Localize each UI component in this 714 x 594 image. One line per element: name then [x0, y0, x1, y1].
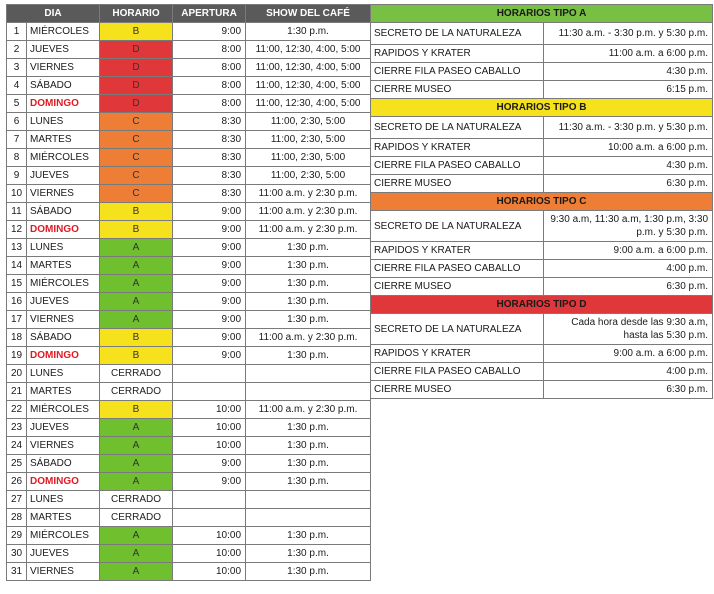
day-name: VIERNES — [27, 437, 100, 455]
type-detail-row — [371, 117, 713, 139]
horario-badge: B — [100, 401, 173, 419]
show-del-cafe-times — [246, 365, 371, 383]
header-show-del-cafe: SHOW DEL CAFÉ — [246, 5, 371, 23]
day-number: 11 — [7, 203, 27, 221]
type-detail-row — [371, 45, 713, 63]
calendar-row — [7, 77, 371, 95]
attraction-label: SECRETO DE LA NATURALEZA — [371, 314, 544, 345]
day-name: VIERNES — [27, 185, 100, 203]
attraction-label: SECRETO DE LA NATURALEZA — [371, 211, 544, 242]
calendar-row — [7, 203, 371, 221]
show-del-cafe-times: 11:00 a.m. y 2:30 p.m. — [246, 401, 371, 419]
apertura-time — [173, 365, 246, 383]
horarios-tipo-b-title: HORARIOS TIPO B — [371, 99, 713, 117]
attraction-time: 11:30 a.m. - 3:30 p.m. y 5:30 p.m. — [544, 117, 713, 139]
attraction-time: 11:00 a.m. a 6:00 p.m. — [544, 45, 713, 63]
horario-badge: CERRADO — [100, 491, 173, 509]
attraction-time: 11:30 a.m. - 3:30 p.m. y 5:30 p.m. — [544, 23, 713, 45]
apertura-time: 9:00 — [173, 221, 246, 239]
attraction-label: SECRETO DE LA NATURALEZA — [371, 117, 544, 139]
day-name: VIERNES — [27, 59, 100, 77]
attraction-label: RAPIDOS Y KRATER — [371, 45, 544, 63]
day-number: 2 — [7, 41, 27, 59]
calendar-row — [7, 185, 371, 203]
calendar-row — [7, 131, 371, 149]
horario-badge: C — [100, 113, 173, 131]
day-name: JUEVES — [27, 545, 100, 563]
apertura-time: 9:00 — [173, 257, 246, 275]
day-name: SÁBADO — [27, 77, 100, 95]
day-number: 19 — [7, 347, 27, 365]
horario-badge: D — [100, 41, 173, 59]
day-name: VIERNES — [27, 563, 100, 581]
day-number: 28 — [7, 509, 27, 527]
apertura-time: 10:00 — [173, 419, 246, 437]
horario-badge: D — [100, 95, 173, 113]
day-number: 4 — [7, 77, 27, 95]
show-del-cafe-times: 1:30 p.m. — [246, 311, 371, 329]
calendar-row — [7, 329, 371, 347]
show-del-cafe-times: 1:30 p.m. — [246, 545, 371, 563]
day-number: 16 — [7, 293, 27, 311]
horario-badge: D — [100, 77, 173, 95]
attraction-time: 9:00 a.m. a 6:00 p.m. — [544, 345, 713, 363]
day-number: 25 — [7, 455, 27, 473]
horario-badge: A — [100, 293, 173, 311]
horario-badge: A — [100, 455, 173, 473]
calendar-table — [6, 4, 371, 581]
calendar-row — [7, 239, 371, 257]
horario-badge: A — [100, 257, 173, 275]
calendar-row — [7, 473, 371, 491]
calendar-row — [7, 95, 371, 113]
calendar-row — [7, 437, 371, 455]
apertura-time: 9:00 — [173, 347, 246, 365]
show-del-cafe-times: 11:00, 2:30, 5:00 — [246, 149, 371, 167]
type-detail-row — [371, 345, 713, 363]
show-del-cafe-times: 1:30 p.m. — [246, 473, 371, 491]
show-del-cafe-times: 1:30 p.m. — [246, 275, 371, 293]
horario-badge: A — [100, 527, 173, 545]
attraction-label: SECRETO DE LA NATURALEZA — [371, 23, 544, 45]
type-detail-row — [371, 23, 713, 45]
day-name: JUEVES — [27, 419, 100, 437]
calendar-row — [7, 59, 371, 77]
attraction-label: CIERRE FILA PASEO CABALLO — [371, 260, 544, 278]
day-name: VIERNES — [27, 311, 100, 329]
day-name: MARTES — [27, 131, 100, 149]
horario-badge: B — [100, 329, 173, 347]
apertura-time: 8:30 — [173, 185, 246, 203]
attraction-time: 4:00 p.m. — [544, 260, 713, 278]
horario-badge: CERRADO — [100, 365, 173, 383]
day-name: DOMINGO — [27, 473, 100, 491]
calendar-row — [7, 527, 371, 545]
apertura-time: 9:00 — [173, 275, 246, 293]
day-name: LUNES — [27, 365, 100, 383]
day-name: JUEVES — [27, 167, 100, 185]
day-name: MIÉRCOLES — [27, 149, 100, 167]
apertura-time — [173, 509, 246, 527]
horario-badge: C — [100, 185, 173, 203]
attraction-label: CIERRE FILA PASEO CABALLO — [371, 63, 544, 81]
show-del-cafe-times: 1:30 p.m. — [246, 239, 371, 257]
apertura-time: 9:00 — [173, 23, 246, 41]
show-del-cafe-times: 1:30 p.m. — [246, 347, 371, 365]
show-del-cafe-times: 11:00, 12:30, 4:00, 5:00 — [246, 59, 371, 77]
apertura-time: 9:00 — [173, 455, 246, 473]
calendar-header-row — [7, 5, 371, 23]
calendar-row — [7, 41, 371, 59]
apertura-time: 10:00 — [173, 527, 246, 545]
apertura-time: 8:30 — [173, 131, 246, 149]
apertura-time: 8:00 — [173, 77, 246, 95]
horarios-tipos-body — [371, 5, 713, 399]
horario-badge: B — [100, 23, 173, 41]
day-name: MARTES — [27, 509, 100, 527]
attraction-time: 9:00 a.m. a 6:00 p.m. — [544, 242, 713, 260]
day-number: 12 — [7, 221, 27, 239]
attraction-time: 6:30 p.m. — [544, 381, 713, 399]
type-detail-row — [371, 81, 713, 99]
type-detail-row — [371, 314, 713, 345]
type-detail-row — [371, 278, 713, 296]
apertura-time: 9:00 — [173, 329, 246, 347]
attraction-time: 4:00 p.m. — [544, 363, 713, 381]
attraction-time: 9:30 a.m, 11:30 a.m, 1:30 p.m, 3:30 p.m. y 5:30 p.m. — [544, 211, 713, 242]
apertura-time: 9:00 — [173, 239, 246, 257]
day-number: 20 — [7, 365, 27, 383]
show-del-cafe-times: 1:30 p.m. — [246, 293, 371, 311]
calendar-row — [7, 491, 371, 509]
horario-badge: B — [100, 347, 173, 365]
apertura-time: 8:00 — [173, 95, 246, 113]
show-del-cafe-times: 11:00, 12:30, 4:00, 5:00 — [246, 77, 371, 95]
calendar-row — [7, 455, 371, 473]
day-number: 9 — [7, 167, 27, 185]
attraction-time: 10:00 a.m. a 6:00 p.m. — [544, 139, 713, 157]
day-name: MARTES — [27, 257, 100, 275]
calendar-row — [7, 365, 371, 383]
type-detail-row — [371, 211, 713, 242]
horario-badge: A — [100, 419, 173, 437]
day-number: 24 — [7, 437, 27, 455]
day-number: 10 — [7, 185, 27, 203]
attraction-label: CIERRE MUSEO — [371, 381, 544, 399]
type-detail-row — [371, 139, 713, 157]
horario-badge: C — [100, 167, 173, 185]
show-del-cafe-times — [246, 383, 371, 401]
day-name: JUEVES — [27, 293, 100, 311]
horario-badge: A — [100, 563, 173, 581]
apertura-time — [173, 491, 246, 509]
show-del-cafe-times: 1:30 p.m. — [246, 437, 371, 455]
apertura-time: 8:00 — [173, 41, 246, 59]
calendar-row — [7, 149, 371, 167]
day-name: MIÉRCOLES — [27, 527, 100, 545]
day-number: 3 — [7, 59, 27, 77]
horario-badge: A — [100, 311, 173, 329]
horarios-tipo-d-title: HORARIOS TIPO D — [371, 296, 713, 314]
show-del-cafe-times: 1:30 p.m. — [246, 23, 371, 41]
attraction-label: CIERRE MUSEO — [371, 175, 544, 193]
day-number: 18 — [7, 329, 27, 347]
attraction-label: CIERRE MUSEO — [371, 278, 544, 296]
horarios-tipo-c-title: HORARIOS TIPO C — [371, 193, 713, 211]
day-name: LUNES — [27, 491, 100, 509]
apertura-time: 9:00 — [173, 473, 246, 491]
day-name: LUNES — [27, 113, 100, 131]
show-del-cafe-times — [246, 491, 371, 509]
show-del-cafe-times: 11:00, 12:30, 4:00, 5:00 — [246, 95, 371, 113]
day-name: SÁBADO — [27, 455, 100, 473]
apertura-time: 8:30 — [173, 113, 246, 131]
day-number: 30 — [7, 545, 27, 563]
type-header-row — [371, 99, 713, 117]
calendar-row — [7, 221, 371, 239]
type-detail-row — [371, 260, 713, 278]
day-number: 13 — [7, 239, 27, 257]
header-horario: HORARIO — [100, 5, 173, 23]
calendar-row — [7, 419, 371, 437]
day-number: 15 — [7, 275, 27, 293]
attraction-label: RAPIDOS Y KRATER — [371, 345, 544, 363]
header-apertura: APERTURA — [173, 5, 246, 23]
attraction-label: RAPIDOS Y KRATER — [371, 242, 544, 260]
show-del-cafe-times: 11:00 a.m. y 2:30 p.m. — [246, 221, 371, 239]
horario-badge: A — [100, 545, 173, 563]
horario-badge: B — [100, 221, 173, 239]
horario-badge: C — [100, 131, 173, 149]
calendar-body — [7, 23, 371, 581]
horario-badge: A — [100, 275, 173, 293]
day-number: 7 — [7, 131, 27, 149]
show-del-cafe-times: 11:00, 2:30, 5:00 — [246, 131, 371, 149]
type-header-row — [371, 193, 713, 211]
calendar-row — [7, 293, 371, 311]
apertura-time: 9:00 — [173, 203, 246, 221]
apertura-time: 9:00 — [173, 311, 246, 329]
header-dia: DIA — [7, 5, 100, 23]
type-detail-row — [371, 242, 713, 260]
calendar-row — [7, 347, 371, 365]
type-detail-row — [371, 63, 713, 81]
show-del-cafe-times: 11:00, 2:30, 5:00 — [246, 167, 371, 185]
day-name: DOMINGO — [27, 347, 100, 365]
attraction-time: 6:15 p.m. — [544, 81, 713, 99]
day-number: 27 — [7, 491, 27, 509]
apertura-time: 8:30 — [173, 149, 246, 167]
apertura-time: 9:00 — [173, 293, 246, 311]
horario-badge: A — [100, 437, 173, 455]
type-header-row — [371, 296, 713, 314]
attraction-label: RAPIDOS Y KRATER — [371, 139, 544, 157]
show-del-cafe-times: 1:30 p.m. — [246, 257, 371, 275]
calendar-row — [7, 563, 371, 581]
attraction-label: CIERRE MUSEO — [371, 81, 544, 99]
day-name: MIÉRCOLES — [27, 275, 100, 293]
day-name: JUEVES — [27, 41, 100, 59]
day-number: 21 — [7, 383, 27, 401]
calendar-row — [7, 311, 371, 329]
attraction-time: Cada hora desde las 9:30 a.m, hasta las 5:30 p.m. — [544, 314, 713, 345]
attraction-time: 6:30 p.m. — [544, 278, 713, 296]
day-name: MIÉRCOLES — [27, 401, 100, 419]
day-number: 5 — [7, 95, 27, 113]
calendar-row — [7, 167, 371, 185]
horario-badge: C — [100, 149, 173, 167]
day-name: MIÉRCOLES — [27, 23, 100, 41]
horario-badge: A — [100, 239, 173, 257]
type-detail-row — [371, 381, 713, 399]
attraction-label: CIERRE FILA PASEO CABALLO — [371, 157, 544, 175]
day-name: DOMINGO — [27, 95, 100, 113]
show-del-cafe-times: 1:30 p.m. — [246, 419, 371, 437]
attraction-time: 4:30 p.m. — [544, 157, 713, 175]
show-del-cafe-times: 11:00, 12:30, 4:00, 5:00 — [246, 41, 371, 59]
show-del-cafe-times: 1:30 p.m. — [246, 455, 371, 473]
horario-badge: CERRADO — [100, 383, 173, 401]
show-del-cafe-times — [246, 509, 371, 527]
type-detail-row — [371, 175, 713, 193]
apertura-time — [173, 383, 246, 401]
day-number: 23 — [7, 419, 27, 437]
type-detail-row — [371, 363, 713, 381]
day-number: 6 — [7, 113, 27, 131]
day-name: DOMINGO — [27, 221, 100, 239]
calendar-row — [7, 275, 371, 293]
apertura-time: 10:00 — [173, 545, 246, 563]
calendar-row — [7, 545, 371, 563]
day-name: MARTES — [27, 383, 100, 401]
show-del-cafe-times: 11:00 a.m. y 2:30 p.m. — [246, 329, 371, 347]
day-number: 29 — [7, 527, 27, 545]
type-header-row — [371, 5, 713, 23]
horarios-tipo-a-title: HORARIOS TIPO A — [371, 5, 713, 23]
show-del-cafe-times: 11:00, 2:30, 5:00 — [246, 113, 371, 131]
apertura-time: 10:00 — [173, 401, 246, 419]
horarios-tipos-table — [370, 4, 713, 399]
horario-badge: CERRADO — [100, 509, 173, 527]
day-number: 17 — [7, 311, 27, 329]
horario-badge: A — [100, 473, 173, 491]
type-detail-row — [371, 157, 713, 175]
calendar-row — [7, 23, 371, 41]
day-number: 26 — [7, 473, 27, 491]
day-name: SÁBADO — [27, 329, 100, 347]
apertura-time: 8:00 — [173, 59, 246, 77]
day-number: 14 — [7, 257, 27, 275]
day-number: 22 — [7, 401, 27, 419]
calendar-row — [7, 509, 371, 527]
day-name: SÁBADO — [27, 203, 100, 221]
apertura-time: 10:00 — [173, 437, 246, 455]
day-name: LUNES — [27, 239, 100, 257]
attraction-time: 6:30 p.m. — [544, 175, 713, 193]
attraction-label: CIERRE FILA PASEO CABALLO — [371, 363, 544, 381]
apertura-time: 10:00 — [173, 563, 246, 581]
show-del-cafe-times: 11:00 a.m. y 2:30 p.m. — [246, 203, 371, 221]
show-del-cafe-times: 11:00 a.m. y 2:30 p.m. — [246, 185, 371, 203]
calendar-row — [7, 113, 371, 131]
show-del-cafe-times: 1:30 p.m. — [246, 563, 371, 581]
day-number: 31 — [7, 563, 27, 581]
horario-badge: B — [100, 203, 173, 221]
attraction-time: 4:30 p.m. — [544, 63, 713, 81]
day-number: 8 — [7, 149, 27, 167]
calendar-row — [7, 383, 371, 401]
day-number: 1 — [7, 23, 27, 41]
calendar-row — [7, 401, 371, 419]
show-del-cafe-times: 1:30 p.m. — [246, 527, 371, 545]
apertura-time: 8:30 — [173, 167, 246, 185]
horario-badge: D — [100, 59, 173, 77]
calendar-row — [7, 257, 371, 275]
